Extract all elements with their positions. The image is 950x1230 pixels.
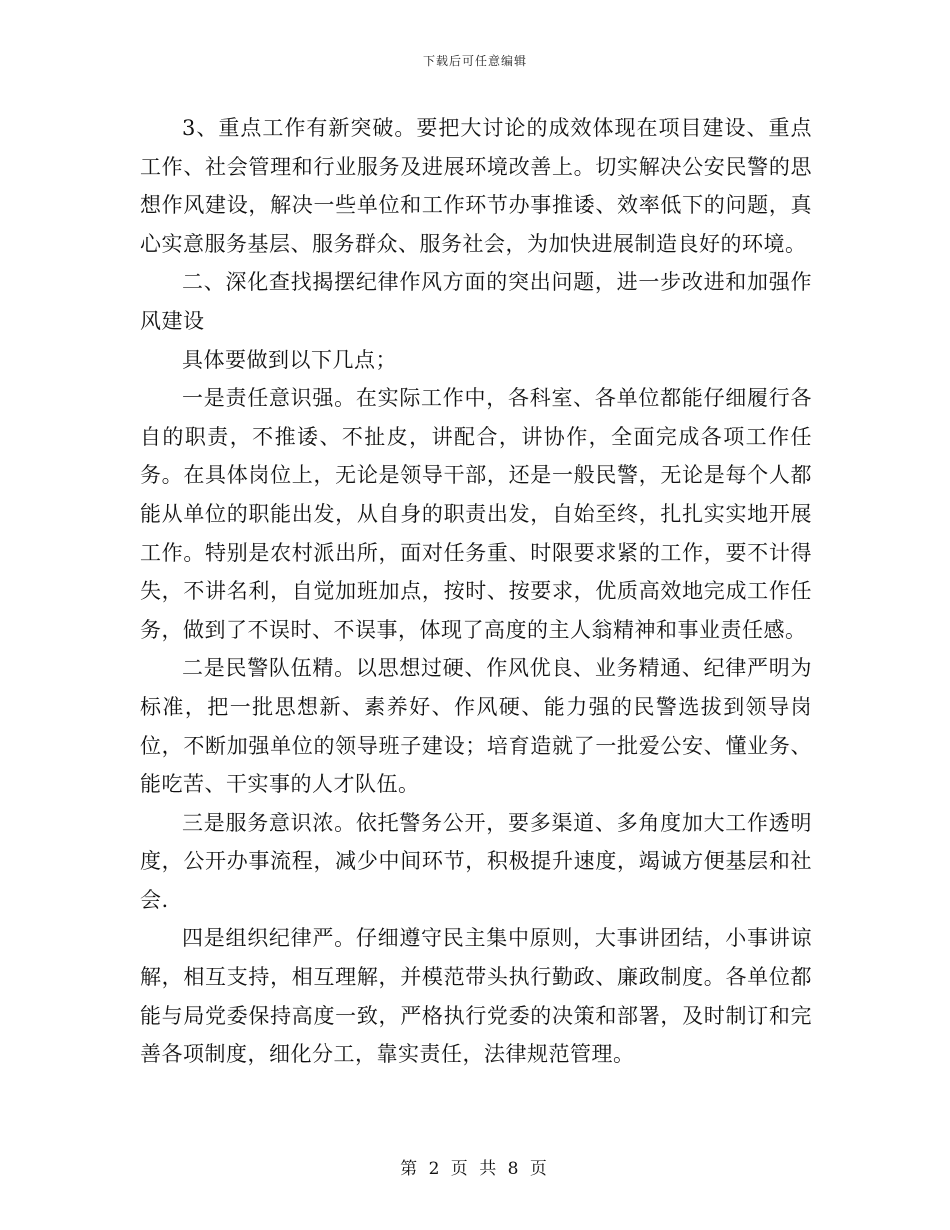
page-number-footer: 第 2 页 共 8 页	[400, 1159, 550, 1179]
paragraph-requirements-intro: 具体要做到以下几点；	[182, 347, 397, 372]
paragraph-police-team: 二是民警队伍精。以思想过硬、作风优良、业务精通、纪律严明为标准，把一批思想新、素养好、作风硬、能力强的民警选拔到领导岗位，不断加强单位的领导班子建设；培育造就了一批爱公安、懂业务、能吃苦、干实事的人才队伍。	[140, 656, 812, 797]
paragraph-section-two-heading: 二、深化查找揭摆纪律作风方面的突出问题，进一步改进和加强作风建设	[140, 270, 812, 333]
page-header: 下载后可任意编辑	[422, 54, 527, 68]
document-body	[140, 109, 812, 1074]
paragraph-service-awareness: 三是服务意识浓。依托警务公开，要多渠道、多角度加大工作透明度，公开办事流程，减少中间环节，积极提升速度，竭诚方便基层和社会.	[140, 810, 812, 912]
paragraph-key-work-breakthrough: 3、重点工作有新突破。要把大讨论的成效体现在项目建设、重点工作、社会管理和行业服务及进展环境改善上。切实解决公安民警的思想作风建设，解决一些单位和工作环节办事推诿、效率低下的问题，真心实意服务基层、服务群众、服务社会，为加快进展制造良好的环境。	[140, 116, 812, 256]
paragraph-organizational-discipline: 四是组织纪律严。仔细遵守民主集中原则，大事讲团结，小事讲谅解，相互支持，相互理解，并模范带头执行勤政、廉政制度。各单位都能与局党委保持高度一致，严格执行党委的决策和部署，及时制订和完善各项制度，细化分工，靠实责任，法律规范管理。	[140, 926, 812, 1067]
paragraph-responsibility: 一是责任意识强。在实际工作中，各科室、各单位都能仔细履行各自的职责，不推诿、不扯皮，讲配合，讲协作，全面完成各项工作任务。在具体岗位上，无论是领导干部，还是一般民警，无论是每个人都能从单位的职能出发，从自身的职责出发，自始至终，扎扎实实地开展工作。特别是农村派出所，面对任务重、时限要求紧的工作，要不计得失，不讲名利，自觉加班加点，按时、按要求，优质高效地完成工作任务，做到了不误时、不误事，体现了高度的主人翁精神和事业责任感。	[140, 386, 812, 642]
